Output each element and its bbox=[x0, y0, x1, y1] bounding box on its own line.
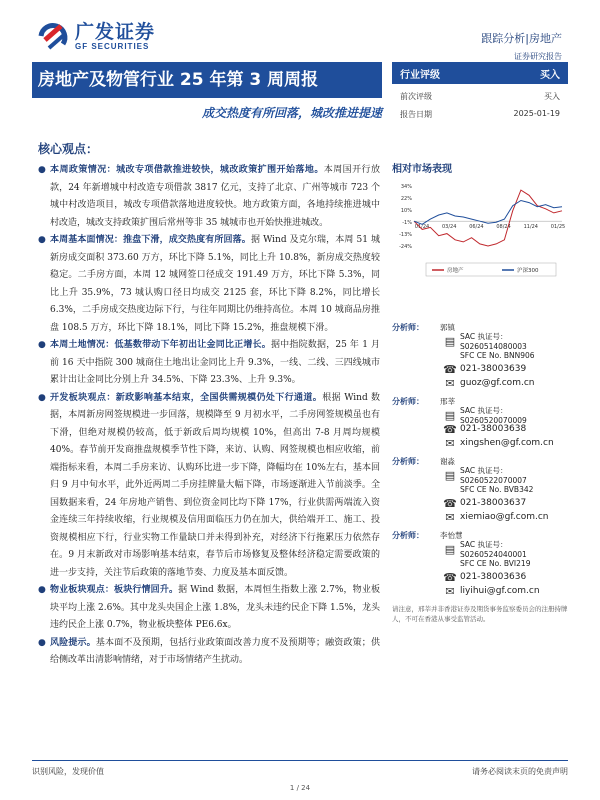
report-type-label: 证券研究报告 bbox=[514, 52, 562, 61]
paragraph-lead: 物业板块观点：板块行情回升。 bbox=[50, 585, 179, 595]
paragraph-lead: 本周土地情况：低基数带动下年初出让金同比正增长。 bbox=[50, 340, 271, 350]
report-subtitle: 成交热度有所回落，城改推进提速 bbox=[201, 106, 382, 120]
analyst-email[interactable]: liyihui@gf.com.cn bbox=[460, 586, 540, 596]
series-line-0 bbox=[414, 190, 562, 246]
legend-label: 沪深300 bbox=[517, 268, 539, 274]
bullet-icon: ● bbox=[38, 165, 46, 175]
analyst-label: 分析师： bbox=[392, 321, 424, 332]
prev-rating-row bbox=[392, 91, 568, 102]
analyst-note: 请注意，邢莘并非香港证券及期货事务监察委员会的注册持牌人，不可在香港从事受监管活动。 bbox=[392, 605, 568, 623]
phone-icon: ☎ bbox=[443, 362, 457, 376]
analyst-phone: 021-38003638 bbox=[460, 424, 527, 434]
footer-divider bbox=[32, 760, 568, 761]
analyst-sfc: SFC CE No. BVB342 bbox=[460, 484, 534, 494]
analyst-sac: SAC 执证号：S0260524040001 bbox=[460, 540, 527, 559]
core-viewpoints bbox=[38, 162, 380, 670]
y-tick-label: 22% bbox=[400, 196, 412, 202]
analyst-label: 分析师： bbox=[392, 529, 424, 540]
page-number: 1 / 24 bbox=[289, 784, 311, 792]
id-card-icon: ▤ bbox=[444, 542, 456, 556]
logo-chinese: 广发证券 bbox=[75, 20, 156, 43]
bullet-icon: ● bbox=[38, 235, 46, 245]
paragraph-body: 据 Wind 及克尔瑞，本周 51 城新房成交面积 373.60 万方，环比下降 5.1%，同比上升 10.8%，新房成交热度较稳定。二手房方面，本周 12 城网签口径成交 191.49 万方，环比下降 5.3%，同比上升 35.9%，73 城认购口径日均成交 2125 套，环比下降 8.2%，同比增长 6.3%，二手房成交热度边际下行，与往年同期比仍维持高位。本周 10 城商品房推盘 108.5 万方，环比下降 18.1%，同比下降 15.2%，推盘规模下滑。 bbox=[50, 235, 380, 333]
analyst-block bbox=[392, 454, 572, 524]
phone-icon: ☎ bbox=[443, 422, 457, 436]
bullet-icon: ● bbox=[38, 340, 46, 350]
category-label: 跟踪分析|房地产 bbox=[481, 32, 562, 45]
analyst-phone: 021-38003636 bbox=[460, 572, 527, 582]
analyst-email[interactable]: xingshen@gf.com.cn bbox=[460, 438, 554, 448]
analyst-phone: 021-38003637 bbox=[460, 498, 527, 508]
title-bar bbox=[32, 62, 382, 98]
paragraph-development bbox=[38, 390, 380, 583]
analyst-sac: SAC 执证号：S0260522070007 bbox=[460, 466, 527, 485]
report-date-label: 报告日期 bbox=[400, 110, 432, 119]
relative-performance-chart bbox=[392, 180, 570, 280]
paragraph-body: 本周国开行放款，24 年新增城中村改造专项借款 3817 亿元，支持了北京、广州等城市 723 个城中村改造项目，城改专项借款落地进度较快。地方政策方面，各地持续推进城中村改造，城改支持政策扩围后常州等非 35 城城市也开始快推进城改。 bbox=[50, 165, 380, 228]
paragraph-body: 据 Wind 数据，本周恒生指数上涨 2.7%，物业板块平均上涨 2.6%。其中龙头央国企上涨 1.8%，龙头未违约民企下降 1.5%，龙头违约民企上涨 0.7%，物业板块整体 PE6.6x。 bbox=[50, 585, 380, 630]
paragraph-lead: 本周基本面情况：推盘下滑，成交热度有所回落。 bbox=[50, 235, 251, 245]
report-date-row bbox=[392, 109, 568, 120]
email-icon: ✉ bbox=[445, 584, 455, 598]
series-line-1 bbox=[414, 201, 562, 225]
analyst-block bbox=[392, 320, 572, 390]
paragraph-lead: 风险提示。 bbox=[50, 637, 96, 648]
core-title: 核心观点： bbox=[38, 142, 99, 156]
bullet-icon: ● bbox=[38, 585, 46, 595]
paragraph-body: 基本面不及预期，包括行业政策面改善力度不及预期等；融资政策；供给侧改革出清影响情绪，对于市场情绪产生扰动。 bbox=[50, 637, 380, 665]
analyst-email[interactable]: xiemiao@gf.com.cn bbox=[460, 512, 549, 522]
analyst-name: 李怡慧 bbox=[440, 530, 463, 540]
analyst-name: 郭镇 bbox=[440, 322, 455, 332]
rating-box bbox=[392, 62, 568, 120]
logo-english: GF SECURITIES bbox=[75, 41, 150, 51]
x-tick-label: 08/24 bbox=[496, 224, 511, 231]
phone-icon: ☎ bbox=[443, 570, 457, 584]
bullet-icon: ● bbox=[38, 637, 46, 648]
id-card-icon: ▤ bbox=[444, 334, 456, 348]
analyst-sac: SAC 执证号：S0260520070009 bbox=[460, 406, 527, 425]
y-tick-label: -1% bbox=[402, 220, 412, 226]
report-date-value: 2025-01-19 bbox=[513, 109, 560, 118]
y-tick-label: -24% bbox=[399, 244, 412, 250]
prev-rating-label: 前次评级 bbox=[400, 92, 432, 101]
rating-value: 买入 bbox=[540, 69, 560, 81]
analyst-sfc: SFC CE No. BVI219 bbox=[460, 558, 531, 568]
paragraph-lead: 开发板块观点：新政影响基本结束，全国供需规模仍处下行通道。 bbox=[50, 392, 323, 403]
rating-label: 行业评级 bbox=[400, 69, 440, 81]
footer-slogan: 识别风险，发现价值 bbox=[32, 767, 104, 776]
email-icon: ✉ bbox=[445, 436, 455, 450]
analyst-email[interactable]: guoz@gf.com.cn bbox=[460, 378, 535, 388]
email-icon: ✉ bbox=[445, 510, 455, 524]
report-category bbox=[481, 30, 562, 62]
market-title: 相对市场表现 bbox=[392, 164, 452, 175]
paragraph-body: 根据 Wind 数据，本周新房网签规模进一步回落，规模降至 9 月初水平，二手房网签规模虽也有下滑，但绝对规模仍较高，低于新政后周均规模 10%，但高出 7-8 月周均规模 40%。春节前开发商推盘规模季节性下降，来访、认购、网签规模也相应收缩，前端指标来看，本周二手房来访、认购环比进一步下降，降幅均在 10%左右，基本回归 9 月中旬水平，此外近两周二手房挂牌量大幅下降，市场逐渐进入节前淡季。全国数据来看，24 年房地产销售、到位资金同比均下降 17%，行业供需两端流入资金连续三年持续收缩，行业规模及信用面临压力仍在加大，供给端开工、施工、投资规模相应下行，行业实物工作量缺口并未得到补充，对经济下行拖累压力依然存在。9 月末新政对市场影响基本结束，春节后市场修复及整体经济稳定需要政策的进一步支持，关注节后政策的落地节奏、力度及基本面反馈。 bbox=[50, 392, 380, 578]
analyst-panel bbox=[392, 320, 572, 624]
paragraph-body: 据中指院数据，25 年 1 月前 16 天中指院 300 城商住土地出让金同比上升 9.3%，一线、二线、三四线城市累计出让金同比分别上升 34.5%、下降 23.3%、上升 9.3%。 bbox=[50, 340, 380, 385]
paragraph-risk bbox=[38, 635, 380, 670]
phone-icon: ☎ bbox=[443, 496, 457, 510]
x-tick-label: 01/24 bbox=[414, 224, 430, 231]
analyst-phone: 021-38003639 bbox=[460, 364, 527, 374]
y-tick-label: 10% bbox=[400, 208, 412, 214]
id-card-icon: ▤ bbox=[444, 408, 456, 422]
prev-rating-value: 买入 bbox=[544, 92, 560, 101]
analyst-block bbox=[392, 528, 572, 598]
paragraph-policy bbox=[38, 162, 380, 232]
analyst-label: 分析师： bbox=[392, 455, 424, 466]
paragraph-land bbox=[38, 337, 380, 390]
y-tick-label: 34% bbox=[400, 184, 412, 190]
email-icon: ✉ bbox=[445, 376, 455, 390]
report-title: 房地产及物管行业 25 年第 3 周周报 bbox=[38, 70, 319, 90]
analyst-sfc: SFC CE No. BNN906 bbox=[460, 350, 535, 360]
rating-header bbox=[392, 62, 568, 84]
analyst-name: 邢莘 bbox=[440, 396, 455, 406]
analyst-name: 谢淼 bbox=[440, 456, 455, 466]
x-tick-label: 03/24 bbox=[441, 224, 457, 231]
logo-mark-icon bbox=[35, 18, 71, 54]
paragraph-property-mgmt bbox=[38, 582, 380, 635]
analyst-block bbox=[392, 394, 572, 450]
x-tick-label: 11/24 bbox=[523, 224, 539, 231]
bullet-icon: ● bbox=[38, 392, 46, 403]
x-tick-label: 01/25 bbox=[550, 224, 566, 231]
paragraph-lead: 本周政策情况：城改专项借款推进较快，城改政策扩围开始落地。 bbox=[50, 165, 324, 175]
company-logo bbox=[35, 18, 155, 54]
paragraph-fundamentals bbox=[38, 232, 380, 337]
footer-disclaimer[interactable]: 请务必阅读末页的免责声明 bbox=[472, 767, 568, 776]
y-tick-label: -13% bbox=[399, 232, 412, 238]
legend-label: 房地产 bbox=[447, 268, 464, 274]
id-card-icon: ▤ bbox=[444, 468, 456, 482]
analyst-sac: SAC 执证号：S0260514080003 bbox=[460, 332, 527, 351]
x-tick-label: 06/24 bbox=[469, 224, 484, 231]
analyst-label: 分析师： bbox=[392, 395, 424, 406]
